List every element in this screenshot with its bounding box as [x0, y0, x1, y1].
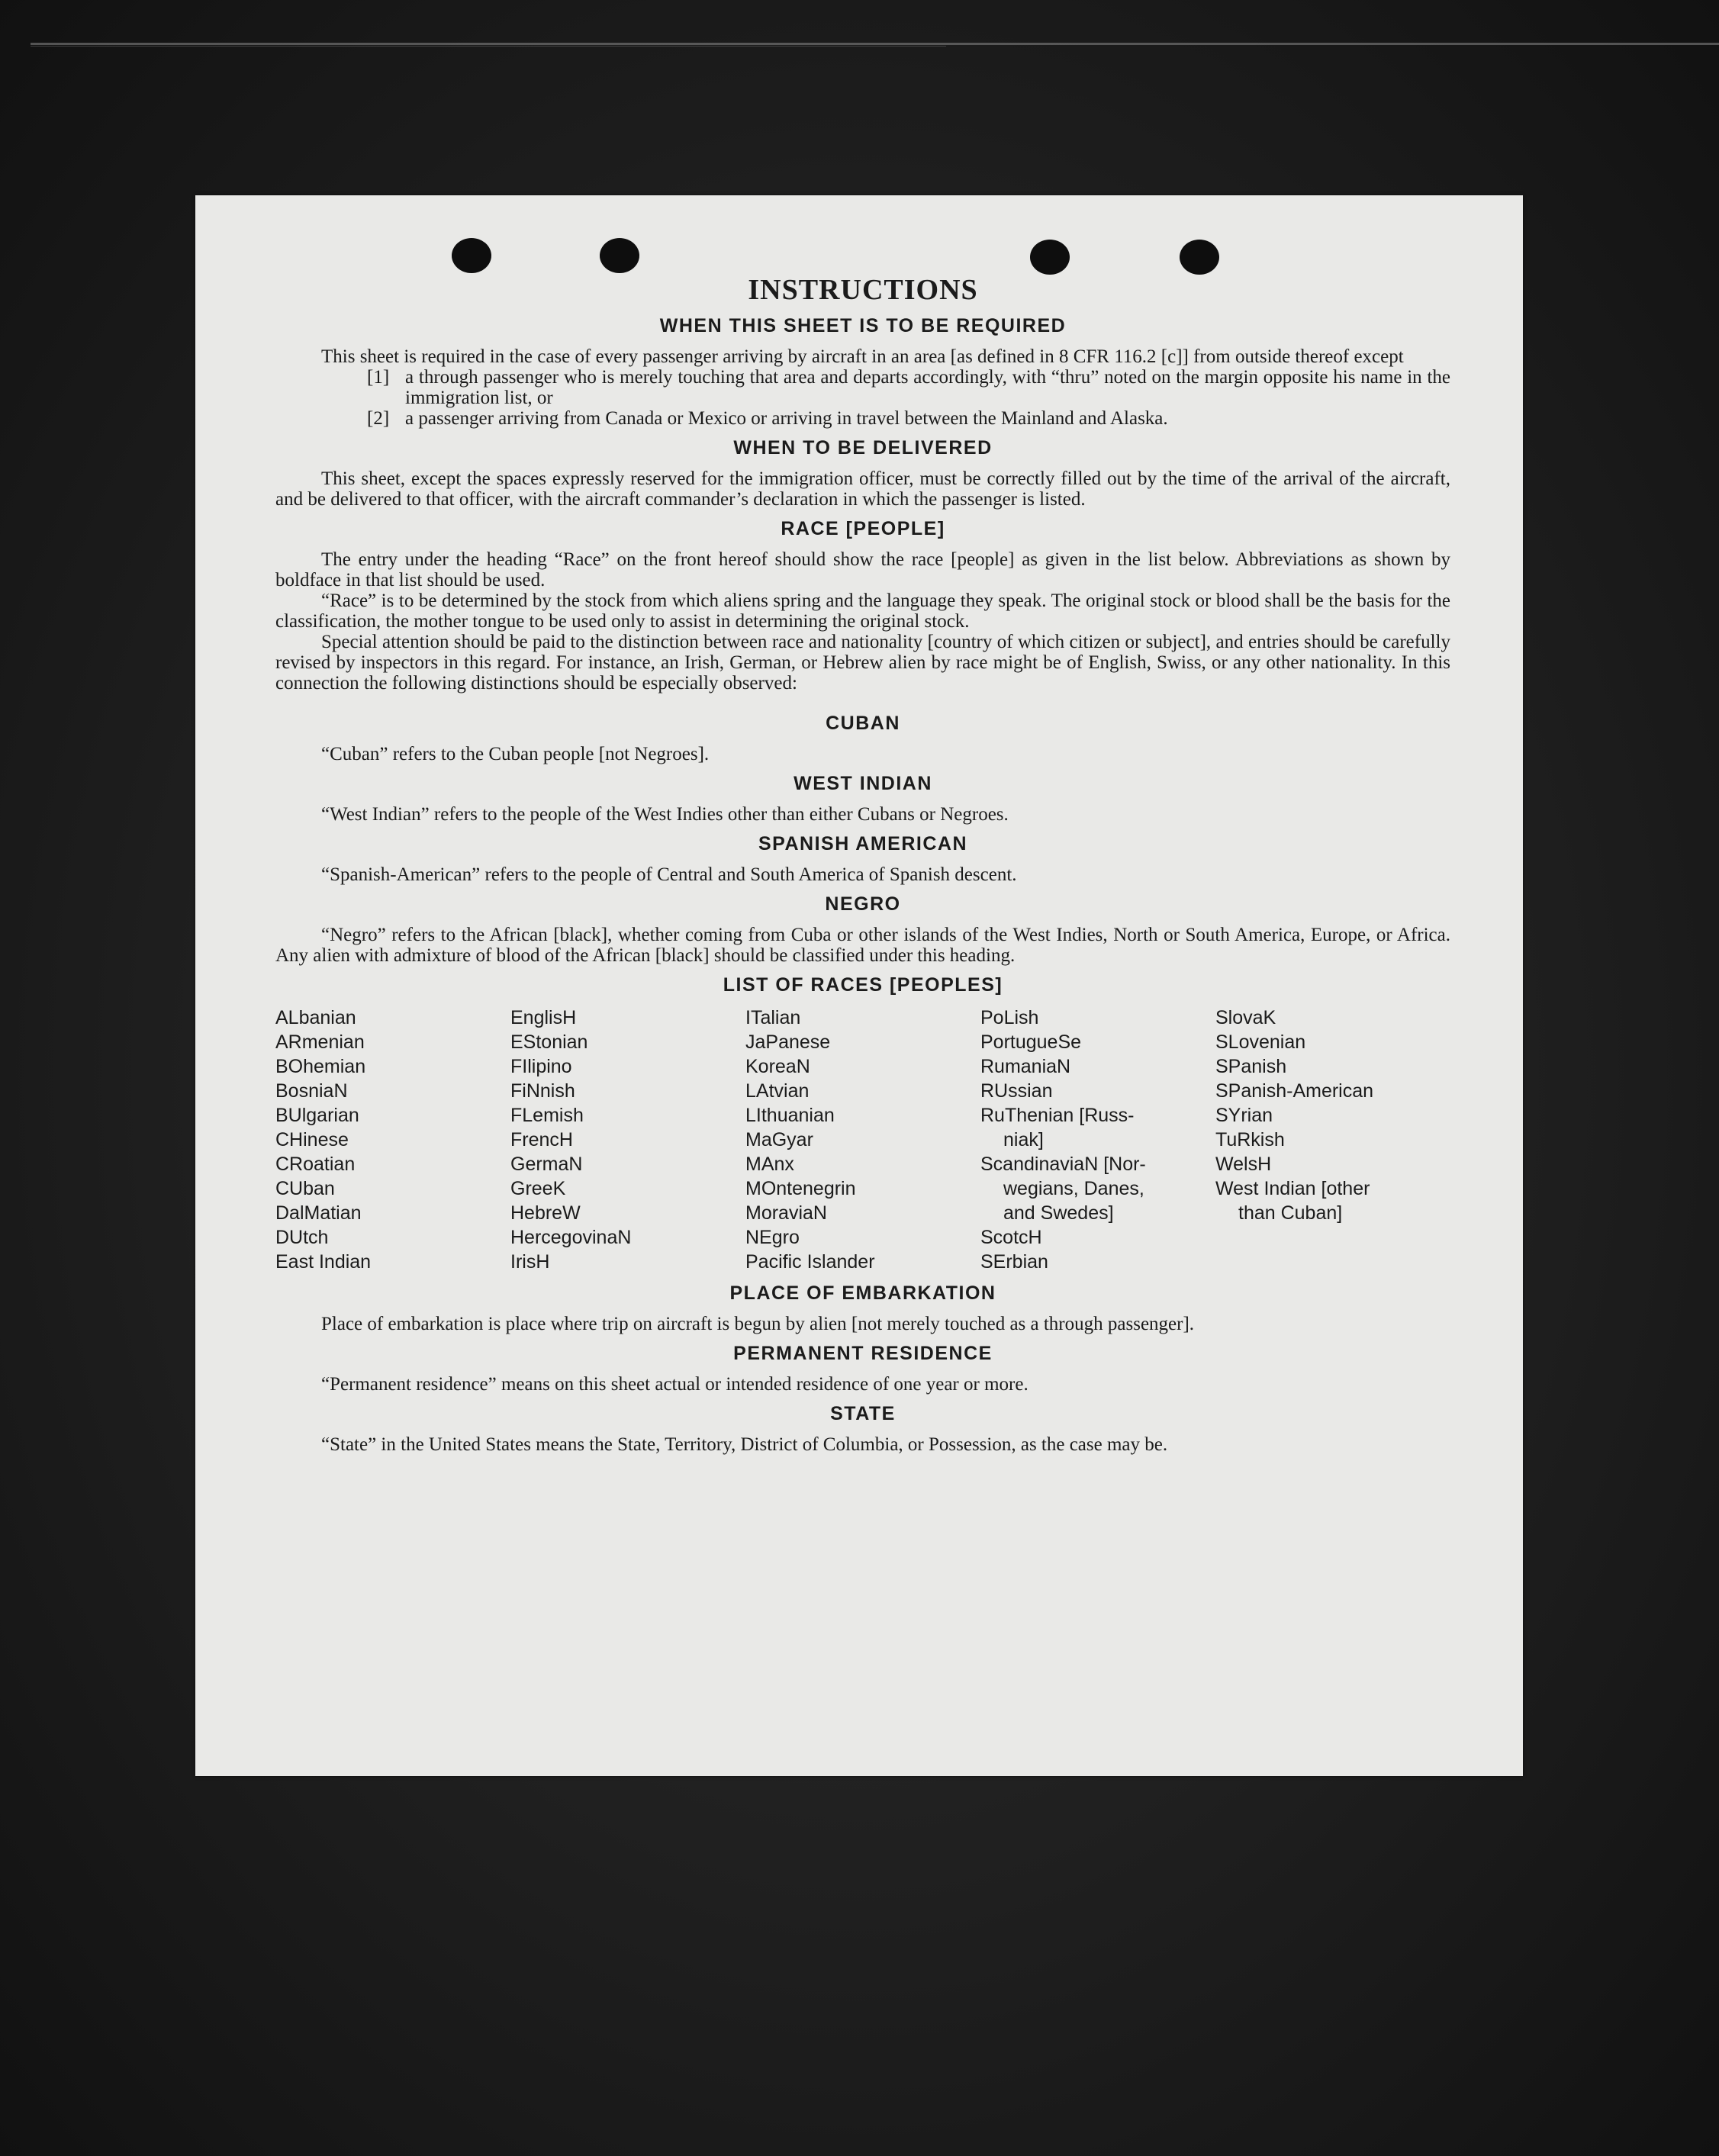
list-item: JaPanese — [745, 1031, 831, 1053]
list-item-continuation: and Swedes] — [1003, 1202, 1114, 1224]
list-item: GermaN — [510, 1154, 583, 1175]
instruction-sheet — [195, 195, 1523, 1776]
races-column-4 — [980, 1006, 1215, 1274]
list-item: GreeK — [510, 1178, 566, 1199]
list-item: Pacific Islander — [745, 1251, 875, 1273]
list-item: ScotcH — [980, 1227, 1042, 1248]
heading-negro: NEGRO — [825, 893, 901, 915]
list-item: ITalian — [745, 1007, 801, 1028]
list-item: SLovenian — [1215, 1031, 1306, 1053]
residence-text: “Permanent residence” means on this sheet actual or intended residence of one year or more. — [321, 1374, 1029, 1395]
cuban-text: “Cuban” refers to the Cuban people [not Negroes]. — [321, 744, 710, 764]
list-item: BosniaN — [275, 1080, 348, 1102]
heading-race: RACE [PEOPLE] — [781, 518, 945, 539]
race-paragraph: Special attention should be paid to the distinction between race and nationality [country of which citizen or subject], and entries should be carefully revised by inspectors in this regard. For instance, an Irish, German, or Hebrew alien by race might be of English, Swiss, or any other nationality. In this connection the following distinctions should be especially observed: — [275, 632, 1450, 693]
races-list — [275, 1006, 1450, 1274]
delivered-text: This sheet, except the spaces expressly reserved for the immigration officer, must be correctly filled out by the time of the arrival of the aircraft, and be delivered to that officer, with the aircraft commander’s declaration in which the passenger is listed. — [275, 468, 1450, 510]
punch-hole-icon — [1030, 240, 1070, 275]
list-item: KoreaN — [745, 1056, 810, 1077]
list-item: MAnx — [745, 1154, 794, 1175]
list-item: PoLish — [980, 1007, 1039, 1028]
heading-list-of-races: LIST OF RACES [PEOPLES] — [723, 974, 1003, 996]
list-item: LIthuanian — [745, 1105, 835, 1126]
races-column-3 — [745, 1006, 980, 1274]
exception-text: a passenger arriving from Canada or Mexico or arriving in travel between the Mainland and Alaska. — [405, 408, 1168, 429]
heading-state: STATE — [830, 1403, 896, 1424]
list-item-continuation: niak] — [1003, 1129, 1044, 1150]
list-item: ALbanian — [275, 1007, 356, 1028]
list-item: WelsH — [1215, 1154, 1272, 1175]
list-item: TuRkish — [1215, 1129, 1285, 1150]
list-item: East Indian — [275, 1251, 372, 1273]
list-item: SYrian — [1215, 1105, 1273, 1126]
list-item: EnglisH — [510, 1007, 577, 1028]
list-item: MOntenegrin — [745, 1178, 856, 1199]
list-item: LAtvian — [745, 1080, 810, 1102]
heading-spanish-american: SPANISH AMERICAN — [758, 833, 967, 854]
list-item: IrisH — [510, 1251, 550, 1273]
list-item: CRoatian — [275, 1154, 356, 1175]
list-item: SPanish-American — [1215, 1080, 1374, 1102]
heading-permanent-residence: PERMANENT RESIDENCE — [733, 1343, 993, 1364]
list-item: DalMatian — [275, 1202, 362, 1224]
list-item: CUban — [275, 1178, 335, 1199]
list-item: ARmenian — [275, 1031, 365, 1053]
list-item: NEgro — [745, 1227, 800, 1248]
list-item: FLemish — [510, 1105, 584, 1126]
punch-hole-icon — [600, 238, 639, 273]
required-intro: This sheet is required in the case of every passenger arriving by aircraft in an area [as defined in 8 CFR 116.2 [c]] from outside thereof except — [321, 346, 1404, 367]
list-item: FiNnish — [510, 1080, 575, 1102]
list-item: HercegovinaN — [510, 1227, 632, 1248]
list-item-continuation: than Cuban] — [1238, 1202, 1343, 1224]
list-item: RuThenian [Russ- — [980, 1105, 1135, 1126]
spanish-american-text: “Spanish-American” refers to the people of Central and South America of Spanish descent. — [321, 864, 1017, 885]
embarkation-text: Place of embarkation is place where trip on aircraft is begun by alien [not merely touched as a through passenger]. — [321, 1314, 1195, 1334]
list-item: West Indian [other — [1215, 1178, 1370, 1199]
heading-place-of-embarkation: PLACE OF EMBARKATION — [729, 1282, 996, 1304]
list-item: FrencH — [510, 1129, 573, 1150]
punch-hole-icon — [1180, 240, 1219, 275]
heading-when-delivered: WHEN TO BE DELIVERED — [733, 437, 993, 459]
list-item: MaGyar — [745, 1129, 813, 1150]
list-item: SErbian — [980, 1251, 1048, 1273]
list-item: PortugueSe — [980, 1031, 1082, 1053]
exception-text: a through passenger who is merely touching that area and departs accordingly, with “thru” noted on the margin opposite his name in the immigration list, or — [405, 367, 1450, 408]
punch-hole-icon — [452, 238, 491, 273]
list-item: MoraviaN — [745, 1202, 827, 1224]
list-item: ScandinaviaN [Nor- — [980, 1154, 1146, 1175]
races-column-2 — [510, 1006, 745, 1274]
list-item: SlovaK — [1215, 1007, 1276, 1028]
race-paragraph: The entry under the heading “Race” on the front hereof should show the race [people] as given in the list below. Abbreviations as shown by boldface in that list should be used. — [275, 549, 1450, 590]
heading-when-required: WHEN THIS SHEET IS TO BE REQUIRED — [659, 315, 1067, 336]
heading-west-indian: WEST INDIAN — [794, 773, 932, 794]
state-text: “State” in the United States means the State, Territory, District of Columbia, or Possession, as the case may be. — [321, 1434, 1168, 1455]
heading-cuban: CUBAN — [826, 713, 900, 734]
list-item: SPanish — [1215, 1056, 1287, 1077]
exception-number: [2] — [367, 408, 390, 429]
negro-text: “Negro” refers to the African [black], whether coming from Cuba or other islands of the West Indies, North or South America, Europe, or Africa. Any alien with admixture of blood of the African [black] should be classified under this heading. — [275, 925, 1450, 966]
document-title: INSTRUCTIONS — [748, 274, 978, 306]
list-item: FIlipino — [510, 1056, 572, 1077]
list-item: RUssian — [980, 1080, 1053, 1102]
exception-item — [367, 367, 1450, 408]
list-item: BOhemian — [275, 1056, 366, 1077]
list-item: BUlgarian — [275, 1105, 359, 1126]
list-item: HebreW — [510, 1202, 581, 1224]
film-edge-line — [31, 43, 1719, 45]
film-edge-line — [31, 46, 946, 47]
race-paragraph: “Race” is to be determined by the stock from which aliens spring and the language they speak. The original stock or blood shall be the basis for the classification, the mother tongue to be used only to assist in determining the original stock. — [275, 590, 1450, 632]
exception-number: [1] — [367, 367, 390, 388]
list-item: RumaniaN — [980, 1056, 1071, 1077]
list-item: DUtch — [275, 1227, 329, 1248]
document-body — [275, 273, 1450, 1455]
list-item: EStonian — [510, 1031, 588, 1053]
list-item: CHinese — [275, 1129, 349, 1150]
races-column-5 — [1215, 1006, 1450, 1274]
exception-item — [367, 408, 1450, 429]
list-item-continuation: wegians, Danes, — [1003, 1178, 1144, 1199]
races-column-1 — [275, 1006, 510, 1274]
west-indian-text: “West Indian” refers to the people of the West Indies other than either Cubans or Negroes. — [321, 804, 1009, 825]
